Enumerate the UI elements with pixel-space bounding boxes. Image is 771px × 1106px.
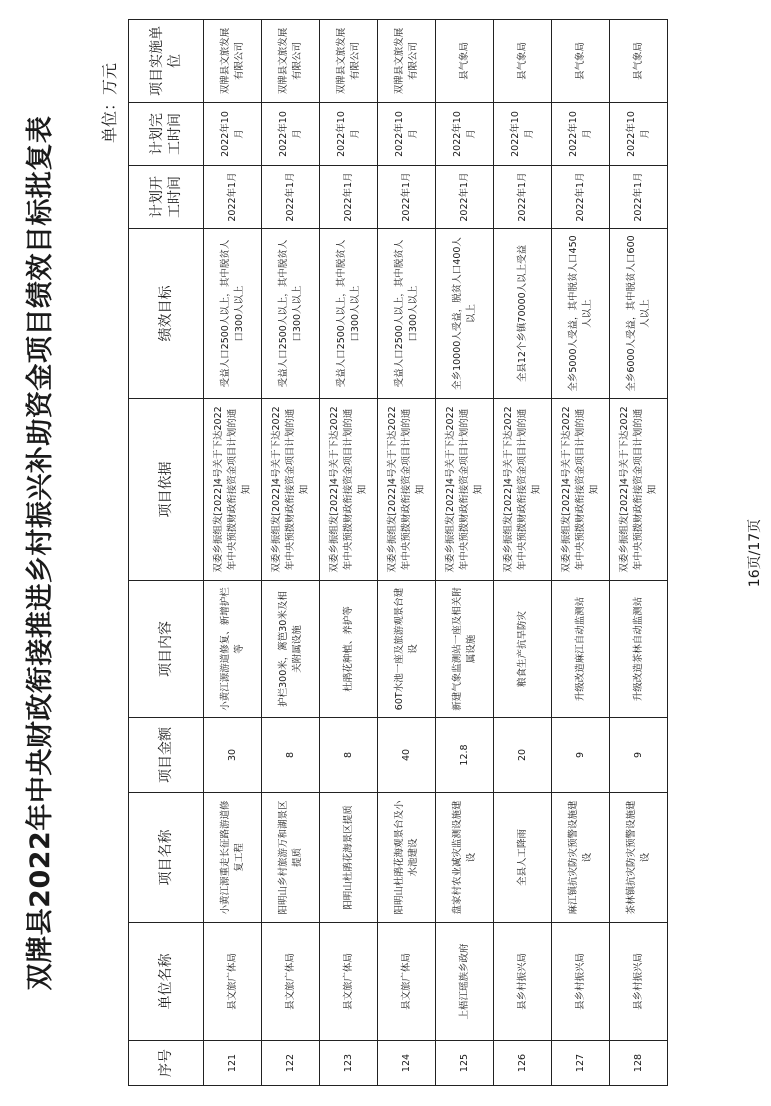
cell-project-name: 阳明山杜鹃花海景区提质 bbox=[320, 793, 378, 923]
cell-seq: 125 bbox=[436, 1041, 494, 1086]
cell-content: 升级改造麻江自动监测站 bbox=[552, 581, 610, 718]
cell-amount: 40 bbox=[378, 718, 436, 793]
cell-impl: 双牌县文旅发展有限公司 bbox=[204, 20, 262, 103]
cell-end: 2022年10月 bbox=[204, 103, 262, 166]
cell-impl: 双牌县文旅发展有限公司 bbox=[320, 20, 378, 103]
cell-org: 县文旅广体局 bbox=[320, 923, 378, 1041]
table-row bbox=[378, 20, 436, 1086]
cell-project-name: 全县人工降雨 bbox=[494, 793, 552, 923]
cell-seq: 124 bbox=[378, 1041, 436, 1086]
header-start: 计划开工时间 bbox=[129, 166, 204, 229]
cell-start: 2022年1月 bbox=[552, 166, 610, 229]
cell-basis: 双委乡振组发[2022]4号关于下达2022年中央预拨财政衔接资金项目计划的通知 bbox=[378, 399, 436, 581]
cell-end: 2022年10月 bbox=[494, 103, 552, 166]
cell-goal: 全乡5000人受益，其中脱贫人口450人以上 bbox=[552, 229, 610, 399]
cell-seq: 127 bbox=[552, 1041, 610, 1086]
table-row bbox=[436, 20, 494, 1086]
cell-start: 2022年1月 bbox=[436, 166, 494, 229]
cell-basis: 双委乡振组发[2022]4号关于下达2022年中央预拨财政衔接资金项目计划的通知 bbox=[552, 399, 610, 581]
cell-seq: 126 bbox=[494, 1041, 552, 1086]
cell-impl: 县气象局 bbox=[552, 20, 610, 103]
cell-start: 2022年1月 bbox=[378, 166, 436, 229]
table-row bbox=[204, 20, 262, 1086]
cell-start: 2022年1月 bbox=[262, 166, 320, 229]
cell-end: 2022年10月 bbox=[262, 103, 320, 166]
cell-goal: 全乡6000人受益，其中脱贫人口600人以上 bbox=[610, 229, 668, 399]
performance-target-table bbox=[128, 19, 668, 1086]
cell-project-name: 盘家村农业减灾监测设施建设 bbox=[436, 793, 494, 923]
cell-content: 小黄江源游道修复、新增护栏等 bbox=[204, 581, 262, 718]
cell-end: 2022年10月 bbox=[610, 103, 668, 166]
page-number: 16页/17页 bbox=[747, 518, 763, 588]
table-row bbox=[262, 20, 320, 1086]
table-row bbox=[610, 20, 668, 1086]
cell-seq: 122 bbox=[262, 1041, 320, 1086]
cell-start: 2022年1月 bbox=[494, 166, 552, 229]
cell-goal: 全县12个乡镇70000人以上受益 bbox=[494, 229, 552, 399]
cell-content: 粮食生产抗旱防灾 bbox=[494, 581, 552, 718]
cell-project-name: 小黄江源重走长征路游道修复工程 bbox=[204, 793, 262, 923]
cell-amount: 30 bbox=[204, 718, 262, 793]
header-project-name: 项目名称 bbox=[129, 793, 204, 923]
cell-org: 县文旅广体局 bbox=[378, 923, 436, 1041]
header-impl: 项目实施单位 bbox=[129, 20, 204, 103]
cell-impl: 双牌县文旅发展有限公司 bbox=[378, 20, 436, 103]
cell-goal: 全乡10000人受益，脱贫人口400人以上 bbox=[436, 229, 494, 399]
cell-content: 护栏300米，篱笆30米及相关附属设施 bbox=[262, 581, 320, 718]
cell-basis: 双委乡振组发[2022]4号关于下达2022年中央预拨财政衔接资金项目计划的通知 bbox=[320, 399, 378, 581]
header-org: 单位名称 bbox=[129, 923, 204, 1041]
header-seq: 序号 bbox=[129, 1041, 204, 1086]
cell-goal: 受益人口2500人以上，其中脱贫人口300人以上 bbox=[204, 229, 262, 399]
cell-basis: 双委乡振组发[2022]4号关于下达2022年中央预拨财政衔接资金项目计划的通知 bbox=[204, 399, 262, 581]
cell-amount: 9 bbox=[610, 718, 668, 793]
cell-org: 县乡村振兴局 bbox=[610, 923, 668, 1041]
cell-project-name: 茶林镇抗灾防灾预警设施建设 bbox=[610, 793, 668, 923]
cell-end: 2022年10月 bbox=[320, 103, 378, 166]
cell-content: 60T水池一座及旅游观景台建设 bbox=[378, 581, 436, 718]
cell-project-name: 阳明山乡村旅游万和湖景区提质 bbox=[262, 793, 320, 923]
cell-impl: 县气象局 bbox=[436, 20, 494, 103]
cell-impl: 双牌县文旅发展有限公司 bbox=[262, 20, 320, 103]
cell-impl: 县气象局 bbox=[610, 20, 668, 103]
cell-end: 2022年10月 bbox=[378, 103, 436, 166]
unit-label: 单位：万元 bbox=[100, 62, 119, 143]
cell-org: 县文旅广体局 bbox=[204, 923, 262, 1041]
header-basis: 项目依据 bbox=[129, 399, 204, 581]
cell-goal: 受益人口2500人以上，其中脱贫人口300人以上 bbox=[262, 229, 320, 399]
cell-goal: 受益人口2500人以上，其中脱贫人口300人以上 bbox=[378, 229, 436, 399]
cell-org: 上梧江瑶族乡政府 bbox=[436, 923, 494, 1041]
cell-amount: 8 bbox=[320, 718, 378, 793]
cell-start: 2022年1月 bbox=[320, 166, 378, 229]
cell-end: 2022年10月 bbox=[552, 103, 610, 166]
cell-amount: 9 bbox=[552, 718, 610, 793]
cell-seq: 121 bbox=[204, 1041, 262, 1086]
cell-seq: 123 bbox=[320, 1041, 378, 1086]
cell-goal: 受益人口2500人以上，其中脱贫人口300人以上 bbox=[320, 229, 378, 399]
cell-project-name: 麻江镇抗灾防灾预警设施建设 bbox=[552, 793, 610, 923]
table-row bbox=[552, 20, 610, 1086]
header-content: 项目内容 bbox=[129, 581, 204, 718]
header-goal: 绩效目标 bbox=[129, 229, 204, 399]
cell-impl: 县气象局 bbox=[494, 20, 552, 103]
table-row bbox=[320, 20, 378, 1086]
cell-basis: 双委乡振组发[2022]4号关于下达2022年中央预拨财政衔接资金项目计划的通知 bbox=[610, 399, 668, 581]
cell-org: 县文旅广体局 bbox=[262, 923, 320, 1041]
cell-amount: 12.8 bbox=[436, 718, 494, 793]
document-title: 双牌县2022年中央财政衔接推进乡村振兴补助资金项目绩效目标批复表 bbox=[25, 115, 56, 991]
cell-org: 县乡村振兴局 bbox=[494, 923, 552, 1041]
cell-content: 新建气象监测站一座及相关附属设施 bbox=[436, 581, 494, 718]
table-row bbox=[494, 20, 552, 1086]
header-end: 计划完工时间 bbox=[129, 103, 204, 166]
cell-org: 县乡村振兴局 bbox=[552, 923, 610, 1041]
cell-seq: 128 bbox=[610, 1041, 668, 1086]
cell-project-name: 阳明山杜鹃花海观景台及小水池建设 bbox=[378, 793, 436, 923]
cell-amount: 20 bbox=[494, 718, 552, 793]
cell-content: 升级改造茶林自动监测站 bbox=[610, 581, 668, 718]
cell-basis: 双委乡振组发[2022]4号关于下达2022年中央预拨财政衔接资金项目计划的通知 bbox=[262, 399, 320, 581]
cell-start: 2022年1月 bbox=[204, 166, 262, 229]
cell-content: 杜鹃花种植、养护等 bbox=[320, 581, 378, 718]
cell-basis: 双委乡振组发[2022]4号关于下达2022年中央预拨财政衔接资金项目计划的通知 bbox=[494, 399, 552, 581]
table-header-row bbox=[129, 20, 204, 1086]
cell-start: 2022年1月 bbox=[610, 166, 668, 229]
cell-amount: 8 bbox=[262, 718, 320, 793]
cell-basis: 双委乡振组发[2022]4号关于下达2022年中央预拨财政衔接资金项目计划的通知 bbox=[436, 399, 494, 581]
header-amount: 项目金额 bbox=[129, 718, 204, 793]
cell-end: 2022年10月 bbox=[436, 103, 494, 166]
